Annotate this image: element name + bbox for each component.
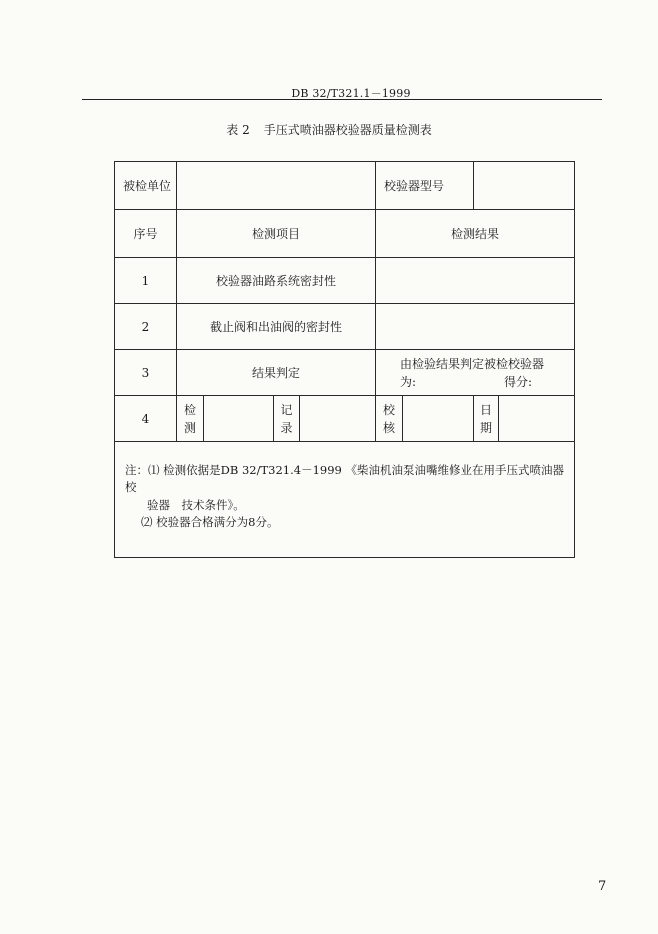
column-header-seq: 序号 — [115, 210, 177, 258]
notes-cell — [115, 442, 575, 558]
table-row — [115, 304, 575, 350]
conclusion-score-label: 得分: — [504, 374, 533, 389]
row-item: 结果判定 — [177, 350, 376, 396]
recorder-label — [274, 396, 300, 442]
date-label-char-1: 日 — [480, 402, 493, 417]
conclusion-line-1: 由检验结果判定被检校验器 — [400, 356, 545, 371]
row-item: 校验器油路系统密封性 — [177, 258, 376, 304]
table-row — [115, 258, 575, 304]
inspected-unit-value — [177, 162, 376, 210]
table-row — [115, 162, 575, 210]
recorder-label-char-2: 录 — [280, 420, 293, 435]
tester-model-value — [474, 162, 575, 210]
note-line-3: ⑵ 校验器合格满分为8分。 — [141, 514, 279, 529]
signature-row — [115, 396, 575, 442]
checker-label-char-2: 核 — [382, 420, 395, 435]
checker-label — [376, 396, 403, 442]
recorder-label-char-1: 记 — [280, 402, 293, 417]
inspector-label-char-2: 测 — [183, 420, 196, 435]
row-result — [376, 258, 575, 304]
conclusion-grade-label: 为: — [400, 374, 417, 389]
column-header-result: 检测结果 — [376, 210, 575, 258]
conclusion-line-2 — [384, 373, 574, 391]
inspector-label — [177, 396, 204, 442]
row-seq: 2 — [115, 304, 177, 350]
date-label — [474, 396, 499, 442]
inspector-value — [204, 396, 274, 442]
date-label-char-2: 期 — [480, 420, 493, 435]
column-header-item: 检测项目 — [177, 210, 376, 258]
table-header-row — [115, 210, 575, 258]
row-seq: 4 — [115, 396, 177, 442]
page-number: 7 — [598, 879, 607, 894]
checker-value — [403, 396, 474, 442]
table-row — [115, 350, 575, 396]
note-line-2: 验器 技术条件》。 — [147, 497, 245, 512]
inspector-label-char-1: 检 — [183, 402, 196, 417]
quality-inspection-table — [114, 161, 575, 558]
inspected-unit-label: 被检单位 — [115, 162, 177, 210]
table-number: 表 2 — [226, 123, 250, 137]
checker-label-char-1: 校 — [382, 402, 395, 417]
row-result — [376, 304, 575, 350]
conclusion-cell — [376, 350, 575, 396]
row-seq: 3 — [115, 350, 177, 396]
table-title — [0, 121, 658, 138]
header-rule — [82, 99, 602, 100]
recorder-value — [300, 396, 376, 442]
note-line-1: 注：⑴ 检测依据是DB 32/T321.4－1999 《柴油机油泵油嘴维修业在用手压式喷油器校 — [125, 463, 565, 495]
standard-code-text: DB 32/T321.1－1999 — [291, 87, 411, 100]
row-seq: 1 — [115, 258, 177, 304]
table-title-text: 手压式喷油器校验器质量检测表 — [263, 123, 432, 137]
row-item: 截止阀和出油阀的密封性 — [177, 304, 376, 350]
date-value — [499, 396, 575, 442]
tester-model-label: 校验器型号 — [376, 162, 474, 210]
notes-row — [115, 442, 575, 558]
